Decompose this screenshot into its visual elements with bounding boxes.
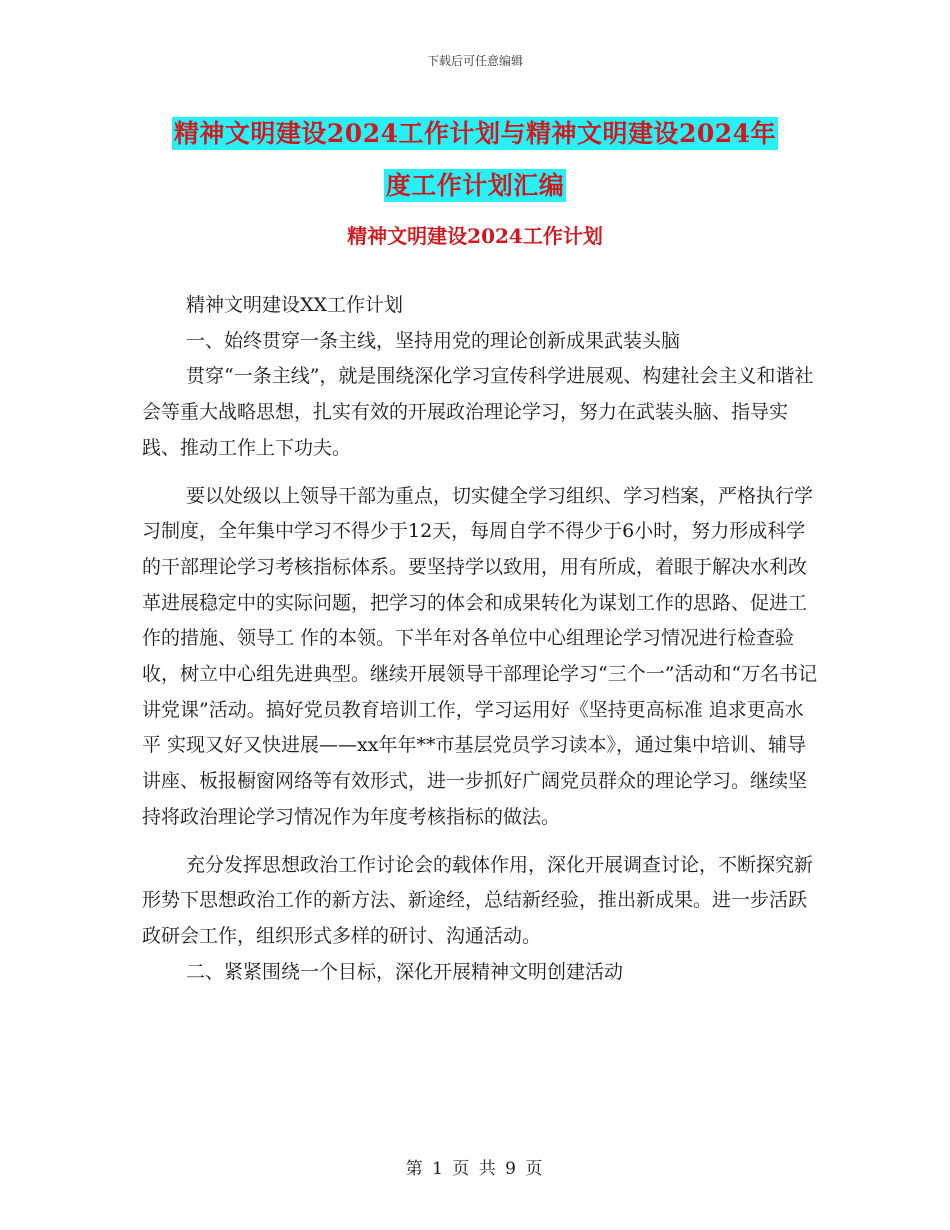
main-title-line1: 精神文明建设2024工作计划与精神文明建设2024年 <box>173 119 777 148</box>
section-title: 精神文明建设2024工作计划 <box>347 224 603 248</box>
paragraph: 一、始终贯穿一条主线，坚持用党的理论创新成果武装头脑 <box>186 329 681 352</box>
paragraph: 二、紧紧围绕一个目标，深化开展精神文明创建活动 <box>186 960 624 983</box>
paragraph: 贯穿“一条主线”，就是围绕深化学习宣传科学进展观、构建社会主义和谐社会等重大战略思想，扎实有效的开展政治理论学习，努力在武装头脑、指导实践、推动工作上下功夫。 <box>142 365 814 459</box>
document-body <box>142 288 822 990</box>
main-title <box>0 108 950 212</box>
main-title-line2: 度工作计划汇编 <box>385 171 565 200</box>
paragraph: 要以处级以上领导干部为重点，切实健全学习组织、学习档案，严格执行学习制度，全年集中学习不得少于12天，每周自学不得少于6小时，努力形成科学的干部理论学习考核指标体系。要坚持学以致用，用有所成，着眼于解决水利改革进展稳定中的实际问题，把学习的体会和成果转化为谋划工作的思路、促进工作的措施、领导工 作的本领。下半年对各单位中心组理论学习情况进行检查验收，树立中心组先进典型。继续开展领导干部理论学习“三个一”活动和“万名书记讲党课”活动。搞好党员教育培训工作，学习运用好《坚持更高标准 追求更高水平 实现又好又快进展——xx年年**市基层党员学习读本》，通过集中培训、辅导讲座、板报橱窗网络等有效形式，进一步抓好广阔党员群众的理论学习。继续坚持将政治理论学习情况作为年度考核指标的做法。 <box>142 484 818 828</box>
page-footer: 第 1 页 共 9 页 <box>405 1159 545 1179</box>
header-note: 下载后可任意编辑 <box>426 54 523 68</box>
paragraph: 充分发挥思想政治工作讨论会的载体作用，深化开展调查讨论，不断探究新形势下思想政治工作的新方法、新途经，总结新经验，推出新成果。进一步活跃政研会工作，组织形式多样的研讨、沟通活动。 <box>142 853 814 947</box>
paragraph: 精神文明建设XX工作计划 <box>186 294 404 316</box>
